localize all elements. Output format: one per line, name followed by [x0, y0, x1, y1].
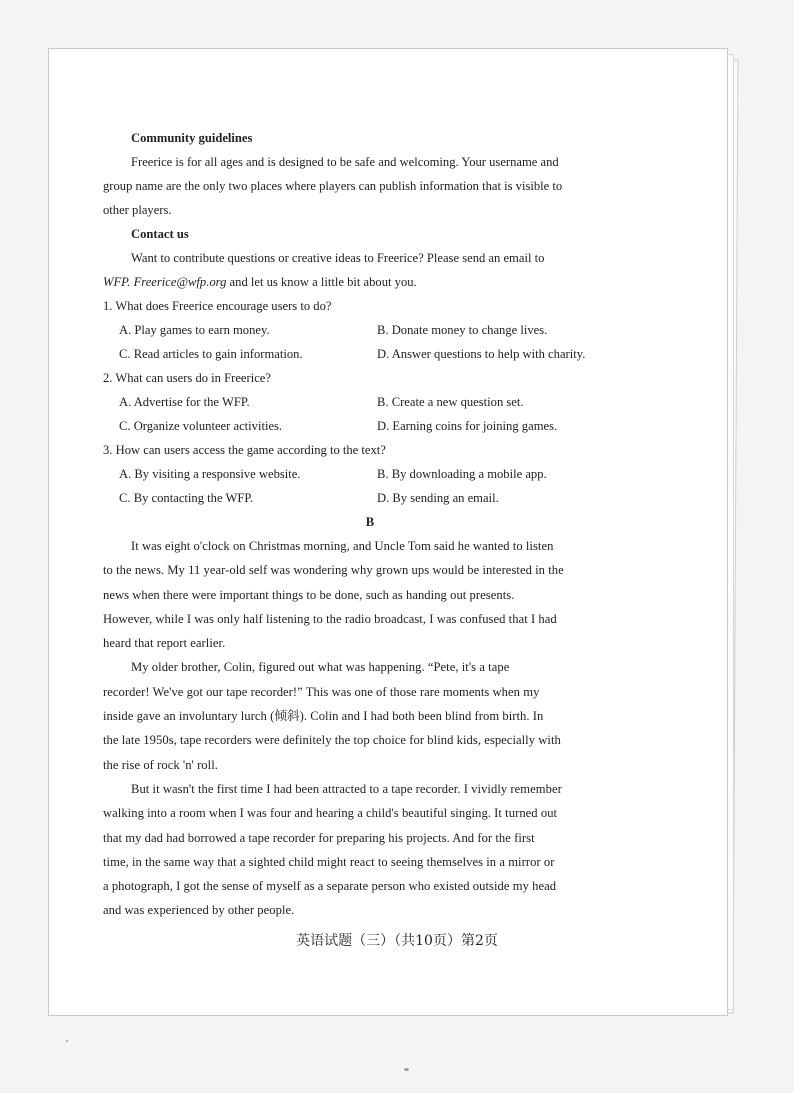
option-b: B. Donate money to change lives.	[377, 323, 548, 337]
paragraph-line: Want to contribute questions or creative ideas to Freerice? Please send an email to	[131, 251, 545, 265]
option-d: D. By sending an email.	[377, 491, 499, 505]
paragraph-line: time, in the same way that a sighted child might react to seeing themselves in a mirror or	[103, 854, 555, 869]
paragraph-line	[103, 270, 637, 294]
paragraph-line: the rise of rock 'n' roll.	[103, 757, 218, 772]
paragraph-line: recorder! We've got our tape recorder!” This was one of those rare moments when my	[103, 684, 540, 699]
option-b: B. Create a new question set.	[377, 395, 524, 409]
paragraph-line: heard that report earlier.	[103, 636, 226, 651]
paragraph-line: My older brother, Colin, figured out what was happening. “Pete, it's a tape	[131, 660, 510, 675]
section-b-letter: B	[365, 515, 375, 529]
option-c: C. Organize volunteer activities.	[119, 419, 283, 433]
scan-speck	[404, 1068, 409, 1071]
paragraph-line: and was experienced by other people.	[103, 903, 295, 918]
email-prefix: WFP.	[103, 275, 134, 289]
option-row	[103, 486, 637, 510]
option-row	[103, 342, 637, 366]
paragraph-line: the late 1950s, tape recorders were definitely the top choice for blind kids, especially with	[103, 733, 561, 748]
paragraph-text: and let us know a little bit about you.	[226, 275, 417, 289]
passage-b	[103, 534, 637, 923]
option-row	[103, 462, 637, 486]
paragraph-line: Freerice is for all ages and is designed to be safe and welcoming. Your username and	[131, 155, 559, 169]
option-a: A. By visiting a responsive website.	[119, 467, 301, 481]
paragraph-line: It was eight o'clock on Christmas morning, and Uncle Tom said he wanted to listen	[131, 539, 554, 553]
paragraph-line: inside gave an involuntary lurch (倾斜). Colin and I had both been blind from birth. In	[103, 709, 544, 724]
question-stem: 1. What does Freerice encourage users to do?	[103, 299, 332, 313]
option-c: C. Read articles to gain information.	[119, 347, 303, 361]
paragraph-line: But it wasn't the first time I had been attracted to a tape recorder. I vividly remember	[131, 781, 562, 796]
question-stem: 3. How can users access the game according to the text?	[103, 443, 386, 457]
option-d: D. Earning coins for joining games.	[377, 419, 558, 433]
option-c: C. By contacting the WFP.	[119, 491, 254, 505]
question-stem: 2. What can users do in Freerice?	[103, 371, 271, 385]
option-b: B. By downloading a mobile app.	[377, 467, 547, 481]
paragraph-line: other players.	[103, 203, 172, 217]
option-row	[103, 414, 637, 438]
paragraph-line: news when there were important things to be done, such as handing out presents.	[103, 587, 515, 602]
paragraph-line: that my dad had borrowed a tape recorder for preparing his projects. And for the first	[103, 830, 535, 845]
section-heading: Community guidelines	[131, 131, 253, 145]
section-heading: Contact us	[131, 227, 189, 241]
page-footer: 英语试题（三）（共10页）第2页	[296, 933, 498, 949]
option-a: A. Play games to earn money.	[119, 323, 270, 337]
option-a: A. Advertise for the WFP.	[119, 395, 250, 409]
paragraph-line: to the news. My 11 year-old self was wondering why grown ups would be interested in the	[103, 563, 564, 578]
option-row	[103, 318, 637, 342]
page-content	[103, 126, 637, 923]
option-row	[103, 390, 637, 414]
paragraph-line: walking into a room when I was four and hearing a child's beautiful singing. It turned out	[103, 806, 558, 821]
paragraph-line: a photograph, I got the sense of myself as a separate person who existed outside my head	[103, 879, 557, 894]
scan-speck	[66, 1040, 68, 1042]
email-address: Freerice@wfp.org	[133, 275, 227, 289]
paragraph-line: However, while I was only half listening to the radio broadcast, I was confused that I had	[103, 611, 557, 626]
option-d: D. Answer questions to help with charity.	[377, 347, 586, 361]
paragraph-line: group name are the only two places where players can publish information that is visible to	[103, 179, 563, 193]
